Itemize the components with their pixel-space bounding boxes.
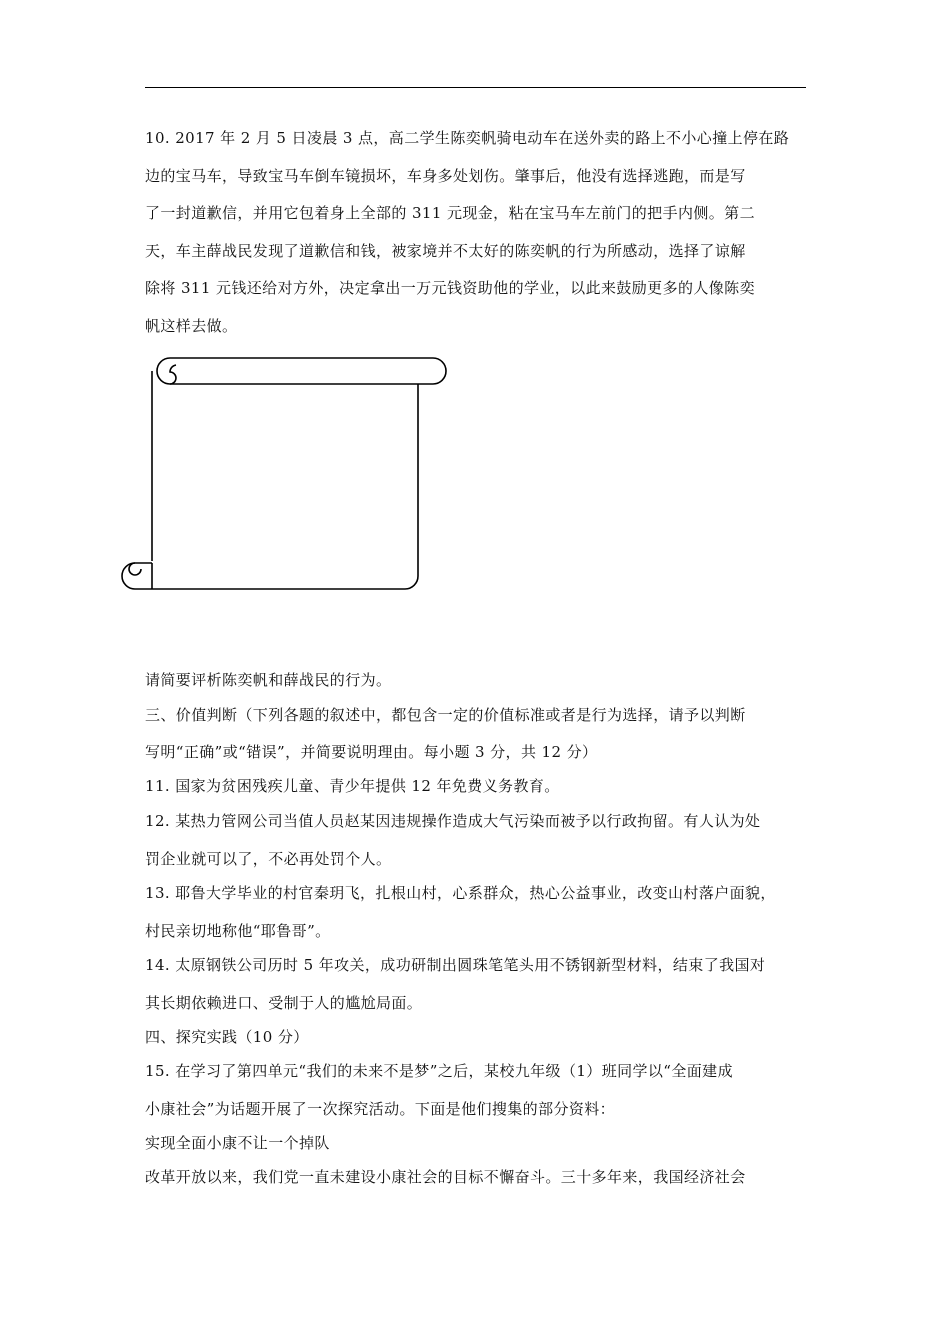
- q10-line-5: 除将 311 元钱还给对方外，决定拿出一万元钱资助他的学业，以此来鼓励更多的人像陈奕: [145, 279, 755, 297]
- q11-line-1: 11. 国家为贫困残疾儿童、青少年提供 12 年免费义务教育。: [145, 777, 560, 795]
- section3-line-1: 三、价值判断（下列各题的叙述中，都包含一定的价值标准或者是行为选择，请予以判断: [145, 706, 746, 724]
- q14-line-2: 其长期依赖进口、受制于人的尴尬局面。: [145, 994, 423, 1012]
- q12-line-2: 罚企业就可以了，不必再处罚个人。: [145, 850, 392, 868]
- q13-line-2: 村民亲切地称他“耶鲁哥”。: [145, 922, 331, 940]
- q15-line-2: 小康社会”为话题开展了一次探究活动。下面是他们搜集的部分资料：: [145, 1100, 616, 1118]
- q12-line-1: 12. 某热力管网公司当值人员赵某因违规操作造成大气污染而被予以行政拘留。有人认为处: [145, 812, 761, 830]
- q15-line-1: 15. 在学习了第四单元“我们的未来不是梦”之后，某校九年级（1）班同学以“全面建成: [145, 1062, 733, 1080]
- q14-line-1: 14. 太原钢铁公司历时 5 年攻关，成功研制出圆珠笔笔头用不锈钢新型材料，结束了我国对: [145, 956, 766, 974]
- section4-title: 四、探究实践（10 分）: [145, 1028, 309, 1046]
- q10-prompt: 请简要评析陈奕帆和薛战民的行为。: [145, 671, 392, 689]
- section3-line-2: 写明“正确”或“错误”，并简要说明理由。每小题 3 分，共 12 分）: [145, 743, 598, 761]
- header-rule: [145, 87, 806, 88]
- scroll-top-curl: [170, 365, 176, 384]
- scroll-bottom-curl: [129, 563, 152, 589]
- scroll-top-roll: [157, 358, 446, 384]
- scroll-bottom-roll: [122, 563, 405, 589]
- q10-line-1: 10. 2017 年 2 月 5 日凌晨 3 点，高二学生陈奕帆骑电动车在送外卖的路上不小心撞上停在路: [145, 129, 790, 147]
- scroll-body-right: [405, 384, 418, 589]
- q15-material-line-1: 改革开放以来，我们党一直未建设小康社会的目标不懈奋斗。三十多年来，我国经济社会: [145, 1168, 746, 1186]
- scroll-illustration: [120, 355, 450, 595]
- q10-line-2: 边的宝马车，导致宝马车倒车镜损坏，车身多处划伤。肇事后，他没有选择逃跑，而是写: [145, 167, 746, 185]
- q10-line-4: 天，车主薛战民发现了道歉信和钱，被家境并不太好的陈奕帆的行为所感动，选择了谅解: [145, 242, 746, 260]
- q15-material-title: 实现全面小康不让一个掉队: [145, 1134, 330, 1152]
- q13-line-1: 13. 耶鲁大学毕业的村官秦玥飞，扎根山村，心系群众，热心公益事业，改变山村落户面貌，: [145, 884, 776, 902]
- q10-line-6: 帆这样去做。: [145, 317, 238, 335]
- q10-line-3: 了一封道歉信，并用它包着身上全部的 311 元现金，粘在宝马车左前门的把手内侧。第二: [145, 204, 755, 222]
